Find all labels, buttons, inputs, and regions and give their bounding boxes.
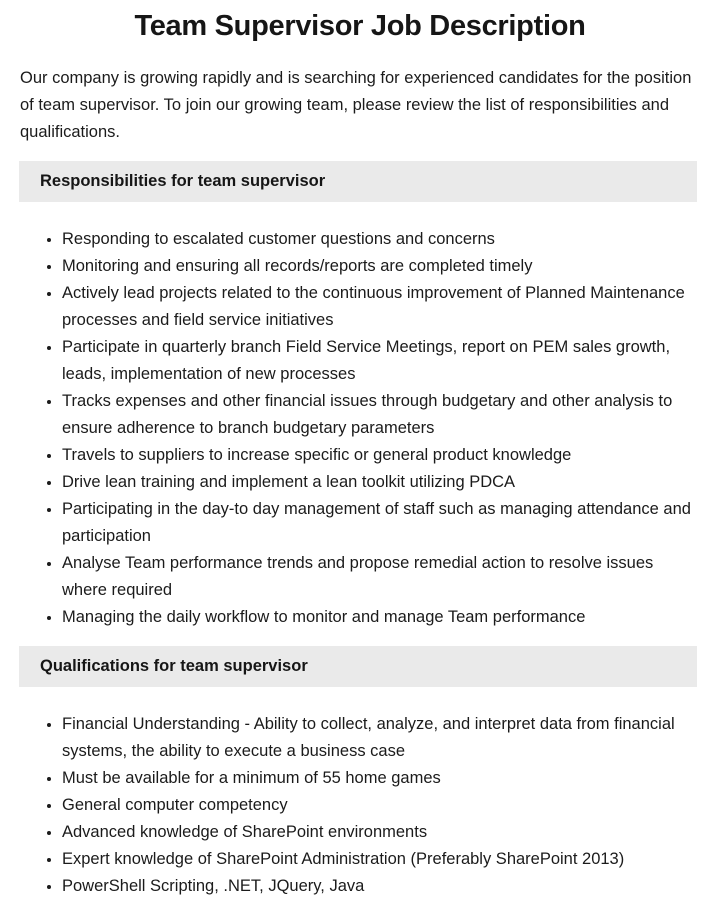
qualifications-list	[0, 711, 696, 900]
list-item: • General computer competency	[62, 792, 696, 819]
section-heading-responsibilities-label: Responsibilities for team supervisor	[40, 172, 326, 191]
list-item: • Travels to suppliers to increase specific or general product knowledge	[62, 442, 696, 469]
list-item: • Drive lean training and implement a lean toolkit utilizing PDCA	[62, 469, 696, 496]
section-heading-qualifications	[19, 646, 697, 687]
section-heading-qualifications-label: Qualifications for team supervisor	[40, 657, 308, 676]
list-item: • Financial Understanding - Ability to collect, analyze, and interpret data from financial systems, the ability to execute a business case	[62, 711, 696, 765]
responsibilities-list	[0, 226, 696, 631]
list-item: • Actively lead projects related to the continuous improvement of Planned Maintenance processes and field service initiatives	[62, 280, 696, 334]
list-item: • Monitoring and ensuring all records/reports are completed timely	[62, 253, 696, 280]
list-item: • Analyse Team performance trends and propose remedial action to resolve issues where required	[62, 550, 696, 604]
list-item: • Participate in quarterly branch Field Service Meetings, report on PEM sales growth, leads, implementation of new processes	[62, 334, 696, 388]
list-item: • Tracks expenses and other financial issues through budgetary and other analysis to ensure adherence to branch budgetary parameters	[62, 388, 696, 442]
list-item: • Managing the daily workflow to monitor and manage Team performance	[62, 604, 696, 631]
intro-paragraph: Our company is growing rapidly and is searching for experienced candidates for the position of team supervisor. To join our growing team, please review the list of responsibilities and qualifications.	[20, 69, 692, 142]
list-item: • Expert knowledge of SharePoint Administration (Preferably SharePoint 2013)	[62, 846, 696, 873]
list-item: • Must be available for a minimum of 55 home games	[62, 765, 696, 792]
list-item: • Responding to escalated customer questions and concerns	[62, 226, 696, 253]
list-item: • Participating in the day-to day management of staff such as managing attendance and participation	[62, 496, 696, 550]
list-item: • Advanced knowledge of SharePoint environments	[62, 819, 696, 846]
list-item: • PowerShell Scripting, .NET, JQuery, Java	[62, 873, 696, 900]
page-title: Team Supervisor Job Description	[134, 10, 586, 42]
section-heading-responsibilities	[19, 161, 697, 202]
